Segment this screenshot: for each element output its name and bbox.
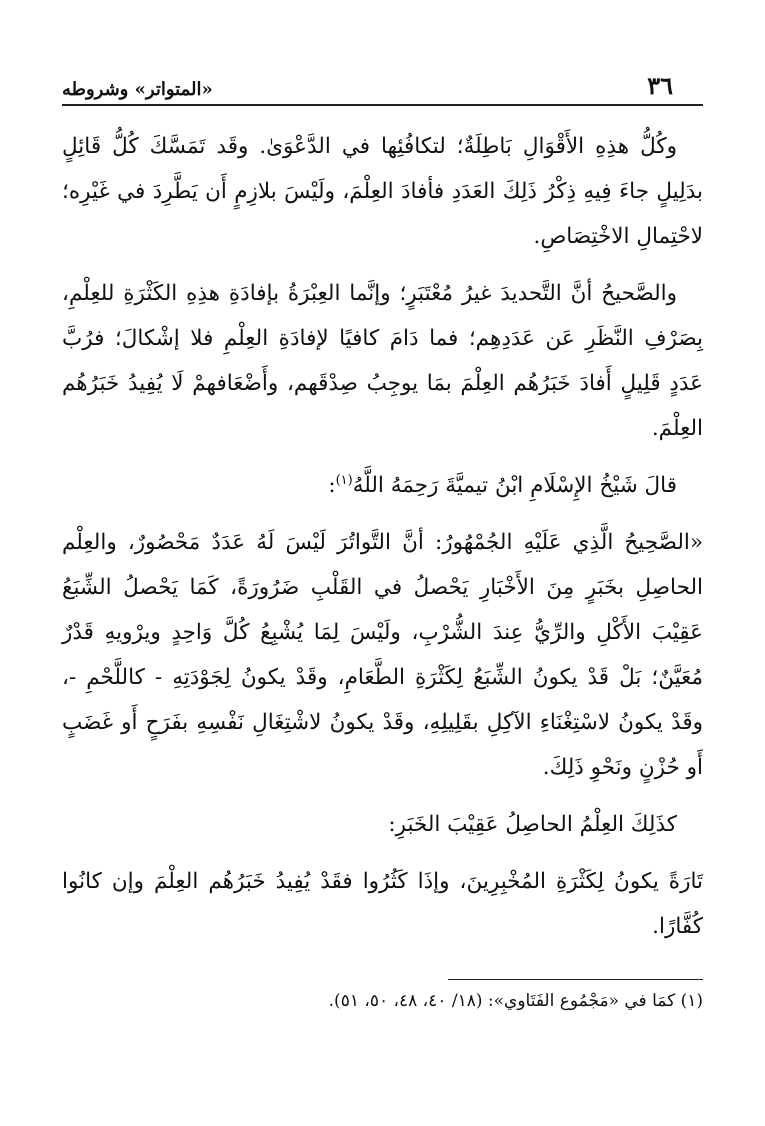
footnote-reference: (١) — [335, 472, 353, 488]
main-text — [62, 124, 703, 961]
quote-final: تَارَةً يكونُ لِكَثْرَةِ المُخْبِرِينَ، وإذَا كَثُرُوا فقَدْ يُفِيدُ خَبَرُهُم العِلْمَ وإن كانُوا كُفَّارًا. — [62, 869, 703, 939]
quote-intro — [62, 463, 703, 508]
quote-continuation: كذَلِكَ العِلْمُ الحاصِلُ عَقِيْبَ الخَبَرِ: — [388, 812, 677, 837]
running-title: «المتواتر» وشروطه — [62, 79, 213, 100]
footnote: (١) كمَا في «مَجْمُوع الفَتَاوي»: (١٨/ ٤٠، ٤٨، ٥٠، ٥١). — [328, 991, 703, 1011]
footnote-rule — [448, 979, 703, 980]
quote-paragraph: «الصَّحِيحُ الَّذِي عَلَيْهِ الجُمْهُورُ: أنَّ التَّواتُرَ لَيْسَ لَهُ عَدَدٌ مَحْصُورٌ، والعِلْم الحاصِلِ بخَبَرٍ مِنَ الأَخْبَارِ يَحْصلُ في القَلْبِ ضَرُورَةً، كَمَا يَحْصلُ الشِّبَعُ عَقِيْبَ الأَكْلِ والرِّيُّ عِندَ الشُّرْبِ، ولَيْسَ لِمَا يُشْبِعُ كُلَّ وَاحِدٍ ويرْويهِ قَدْرٌ مُعَيَّنٌ؛ بَلْ قَدْ يكونُ الشِّبَعُ لِكَثْرَةِ الطَّعَامِ، وقَدْ يكونُ لِجَوْدَتِهِ - كاللَّحْمِ -، وقَدْ يكونُ لاسْتِغْنَاءِ الآكِلِ بقَلِيلِهِ، وقَدْ يكونُ لاشْتِغَالِ نَفْسِهِ بفَرَحٍ أَو غَضَبٍ أَو حُزْنٍ ونَحْوِ ذَلِكَ. — [62, 530, 703, 780]
paragraph-1: وكُلُّ هذِهِ الأَقْوَالِ بَاطِلَةٌ؛ لتكافُئِها في الدَّعْوَىٰ. وقَد تَمَسَّكَ كُلُّ قَائِلٍ بدَلِيلٍ جاءَ فِيهِ ذِكْرُ ذَلِكَ العَدَدِ فأفادَ العِلْمَ، ولَيْسَ بلازِمٍ أَن يَطَّرِدَ في غَيْرِه؛ لاحْتِمالِ الاخْتِصَاصِ. — [62, 134, 703, 249]
quote-intro-text: قالَ شَيْخُ الإِسْلَامِ ابْنُ تيميَّةَ رَحِمَهُ اللَّهُ — [352, 473, 677, 498]
header-rule — [62, 104, 703, 106]
paragraph-2: والصَّحيحُ أنَّ التَّحديدَ غيرُ مُعْتَبَرٍ؛ وإنَّما العِبْرَةُ بإفادَةِ هذِهِ الكَثْرَةِ للعِلْمِ، بِصَرْفِ النَّظَرِ عَن عَدَدِهِم؛ فما دَامَ كافيًا لإفادَةِ العِلْمِ فلا إشْكالَ؛ فرُبَّ عَدَدٍ قَلِيلٍ أَفادَ خَبَرُهُم العِلْمَ بمَا يوجِبُ صِدْقَهم، وأَضْعَافهمْ لَا يُفِيدُ خَبَرُهُم العِلْمَ. — [62, 281, 703, 441]
page-header — [62, 62, 703, 100]
quote-intro-colon: : — [328, 473, 336, 498]
page-number: ٣٦ — [647, 71, 673, 100]
